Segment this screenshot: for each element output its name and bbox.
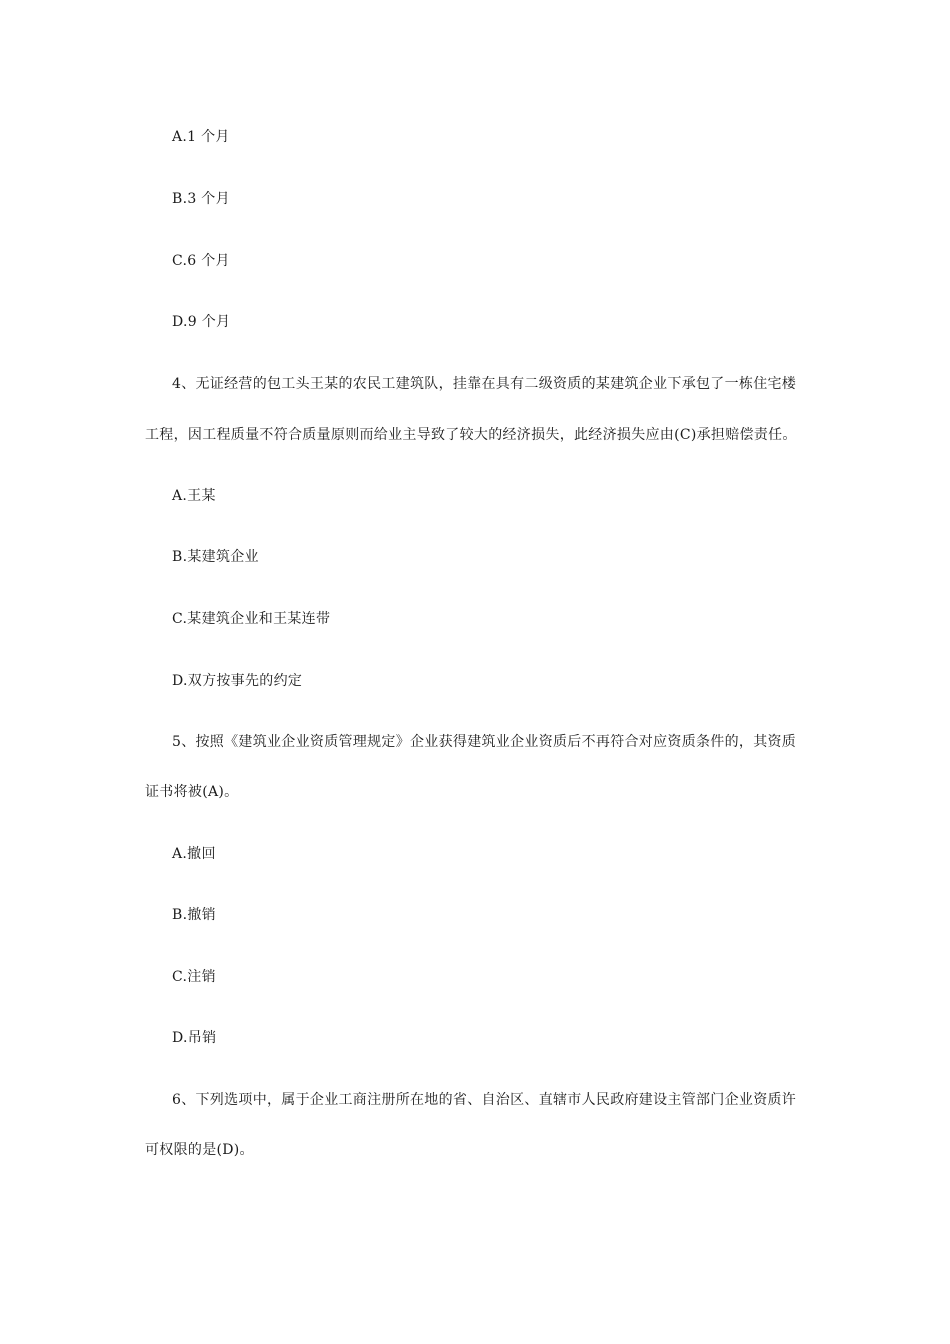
question-6-line-2: 可权限的是(D)。 [145, 1142, 254, 1158]
option-4d: D.双方按事先的约定 [172, 673, 303, 689]
option-5a: A.撤回 [172, 846, 216, 862]
option-5c: C.注销 [172, 969, 216, 985]
question-5-line-2: 证书将被(A)。 [145, 784, 239, 800]
option-5b: B.撤销 [172, 907, 216, 923]
option-3d: D.9 个月 [172, 314, 231, 330]
option-3c: C.6 个月 [172, 253, 230, 269]
question-6-line-1: 6、下列选项中，属于企业工商注册所在地的省、自治区、直辖市人民政府建设主管部门企业资质许 [172, 1092, 797, 1108]
option-5d: D.吊销 [172, 1030, 217, 1046]
question-5-line-1: 5、按照《建筑业企业资质管理规定》企业获得建筑业企业资质后不再符合对应资质条件的，其资质 [172, 734, 797, 750]
option-4a: A.王某 [172, 488, 216, 504]
option-4b: B.某建筑企业 [172, 549, 259, 565]
option-3b: B.3 个月 [172, 191, 230, 207]
option-3a: A.1 个月 [172, 129, 230, 145]
question-4-line-1: 4、无证经营的包工头王某的农民工建筑队，挂靠在具有二级资质的某建筑企业下承包了一栋住宅楼 [172, 376, 797, 392]
option-4c: C.某建筑企业和王某连带 [172, 611, 331, 627]
question-4-line-2: 工程，因工程质量不符合质量原则而给业主导致了较大的经济损失，此经济损失应由(C)承担赔偿责任。 [145, 427, 797, 443]
